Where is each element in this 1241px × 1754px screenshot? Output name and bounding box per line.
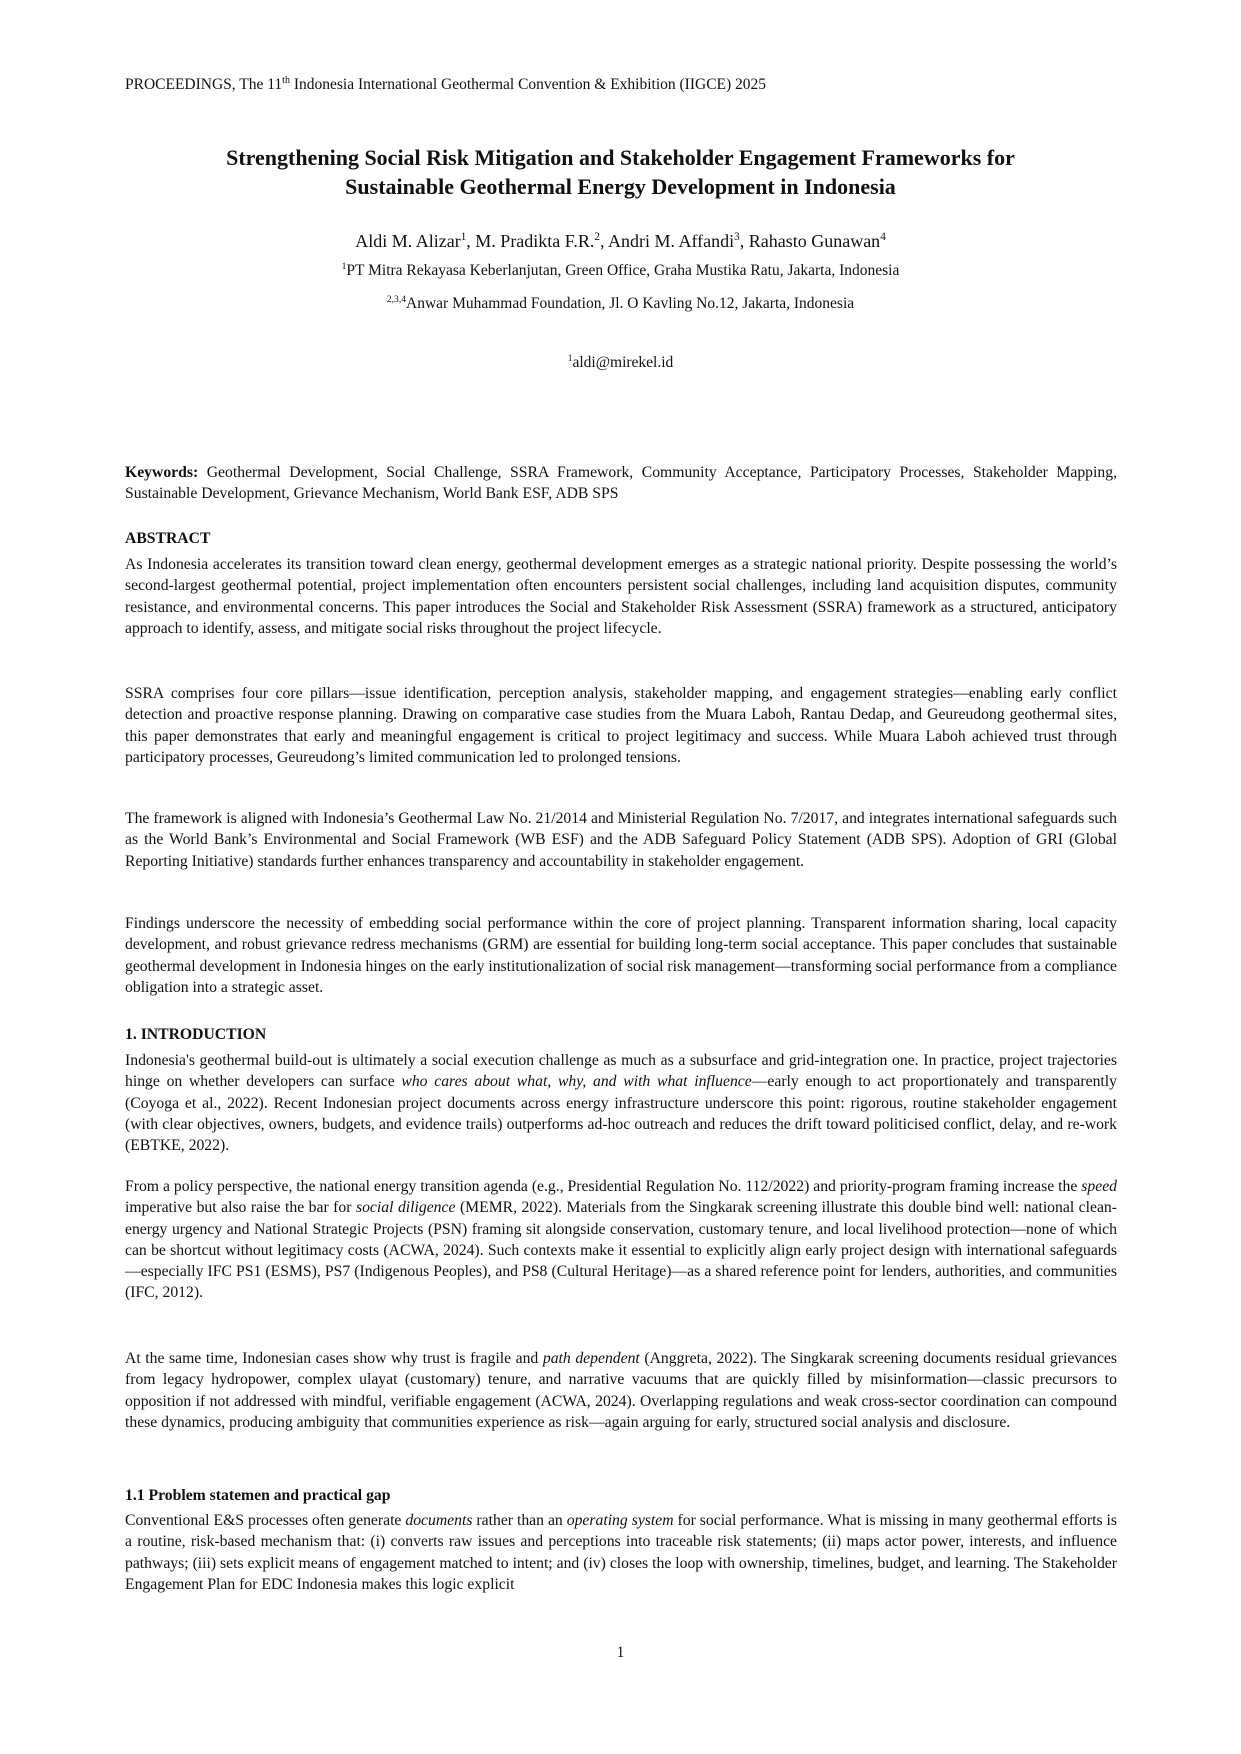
affiliation-2 — [0, 295, 1241, 313]
keywords-label: Keywords: — [125, 464, 199, 481]
email-mark: 1 — [567, 352, 573, 364]
text-run: Indonesia's geothermal build-out is ultimately a social execution challenge as much as a subsurface and grid-integration one. In practice, project trajectories hinge on whether developers can surface — [125, 1052, 1117, 1091]
emphasis-text: path dependent — [542, 1350, 640, 1367]
text-run: —early enough to act proportionately and transparently (Coyoga et al., 2022). Recent Indonesian project documents across energy infrastructure underscore this point: rigorous, routine stakeholder engagement (with clear objectives, owners, budgets, and evidence trails) outperforms ad-hoc outreach and reduces the drift toward politicised conflict, delay, and re-work (EBTKE, 2022). — [125, 1073, 1117, 1155]
abstract-heading: ABSTRACT — [125, 530, 211, 547]
subsection-paragraph-1 — [125, 1510, 1117, 1595]
paragraph-text — [125, 1050, 1117, 1156]
affiliation-mark: 2,3,4 — [386, 293, 407, 305]
author-affiliation-mark: 3 — [734, 231, 740, 243]
proceedings-header — [125, 76, 766, 94]
email-link[interactable]: aldi@mirekel.id — [572, 354, 674, 371]
emphasis-text: social diligence — [355, 1199, 456, 1217]
keywords — [125, 462, 1117, 505]
author — [608, 231, 749, 251]
header-superscript: th — [282, 74, 290, 86]
keywords-list: Geothermal Development, Social Challenge, SSRA Framework, Community Acceptance, Participatory Processes, Stakeholder Mapping, Sustainable Development, Grievance Mechanism, World Bank ESF, ADB SPS — [125, 464, 1117, 503]
header-prefix: PROCEEDINGS, The 11 — [125, 76, 283, 93]
paper-title — [0, 143, 1241, 201]
title-line-1: Strengthening Social Risk Mitigation and Stakeholder Engagement Frameworks for — [226, 145, 1015, 170]
paragraph-text: Findings underscore the necessity of embedding social performance within the core of project planning. Transparent information sharing, local capacity development, and robust grievance redress mechanisms (GRM) are essential for building long-term social acceptance. This paper concludes that sustainable geothermal development in Indonesia hinges on the early institutionalization of social risk management—transforming social performance from a compliance obligation into a strategic asset. — [125, 915, 1117, 996]
emphasis-text: documents — [405, 1512, 473, 1529]
introduction-paragraph-2 — [125, 1176, 1117, 1304]
text-run: From a policy perspective, the national energy transition agenda (e.g., Presidential Regulation No. 112/2022) and priority-program framing increase the — [125, 1178, 1082, 1195]
author-separator: , — [739, 231, 749, 251]
emphasis-text: speed — [1081, 1178, 1117, 1195]
author-name: Andri M. Affandi — [607, 231, 735, 251]
introduction-paragraph-3 — [125, 1348, 1117, 1433]
author — [355, 231, 475, 251]
title-line-2: Sustainable Geothermal Energy Development in Indonesia — [345, 174, 896, 199]
author-affiliation-mark: 4 — [880, 231, 886, 243]
text-run: for social performance. What is missing in many geothermal efforts is a routine, risk-based mechanism that: (i) converts raw issues and perceptions into traceable risk statements; (ii) maps actor power, interests, and influence pathways; (iii) sets explicit means of engagement matched to intent; and (iv) closes the loop with ownership, timelines, budget, and learning. The Stakeholder Engagement Plan for EDC Indonesia makes this logic explicit — [125, 1512, 1117, 1593]
emphasis-text: operating system — [566, 1512, 674, 1529]
affiliation-mark: 1 — [341, 260, 347, 272]
page-number: 1 — [616, 1644, 625, 1661]
author-name: Aldi M. Alizar — [355, 231, 461, 251]
corresponding-email — [0, 354, 1241, 372]
author — [475, 231, 608, 251]
author-separator: , — [599, 231, 608, 251]
text-run: (Anggreta, 2022). The Singkarak screening documents residual grievances from legacy hydropower, complex ulayat (customary) tenure, and narrative vacuums that are quickly filled by misinformation—classic precursors to opposition if not addressed with mindful, verifiable engagement (ACWA, 2024). Overlapping regulations and weak cross-sector coordination can compound these dynamics, producing ambiguity that communities experience as risk—again arguing for early, structured social analysis and disclosure. — [125, 1350, 1117, 1431]
author-name: M. Pradikta F.R. — [475, 231, 595, 251]
paragraph-text: As Indonesia accelerates its transition toward clean energy, geothermal development emerges as a strategic national priority. Despite possessing the world’s second-largest geothermal potential, project implementation often encounters persistent social challenges, including land acquisition disputes, community resistance, and environmental concerns. This paper introduces the Social and Stakeholder Risk Assessment (SSRA) framework as a structured, anticipatory approach to identify, assess, and mitigate social risks throughout the project lifecycle. — [125, 556, 1117, 637]
text-run: Conventional E&S processes often generate — [125, 1512, 406, 1529]
author-affiliation-mark: 2 — [594, 231, 600, 243]
abstract-paragraph-3 — [125, 808, 1117, 872]
text-run: rather than an — [472, 1512, 567, 1529]
paragraph-text: SSRA comprises four core pillars—issue identification, perception analysis, stakeholder mapping, and engagement strategies—enabling early conflict detection and proactive response planning. Drawing on comparative case studies from the Muara Laboh, Rantau Dedap, and Geureudong geothermal sites, this paper demonstrates that early and meaningful engagement is critical to project legitimacy and success. While Muara Laboh achieved trust through participatory processes, Geureudong’s limited communication led to prolonged tensions. — [125, 685, 1117, 766]
paragraph-text — [125, 1176, 1117, 1304]
introduction-heading: 1. INTRODUCTION — [125, 1026, 267, 1043]
subsection-heading: 1.1 Problem statemen and practical gap — [125, 1487, 391, 1504]
paragraph-text — [125, 1348, 1117, 1433]
affiliation-text: Anwar Muhammad Foundation, Jl. O Kavling No.12, Jakarta, Indonesia — [406, 295, 855, 312]
author-separator: , — [466, 231, 476, 251]
text-run: At the same time, Indonesian cases show why trust is fragile and — [125, 1350, 543, 1367]
paragraph-text — [125, 1510, 1117, 1595]
introduction-paragraph-1 — [125, 1050, 1117, 1156]
text-run: imperative but also raise the bar for — [125, 1199, 356, 1217]
affiliation-1 — [0, 262, 1241, 280]
header-suffix: Indonesia International Geothermal Convention & Exhibition (IIGCE) 2025 — [289, 76, 767, 93]
emphasis-text: who cares about what, why, and with what influence — [401, 1073, 752, 1091]
author — [749, 231, 886, 251]
abstract-paragraph-4 — [125, 913, 1117, 998]
abstract-paragraph-1 — [125, 554, 1117, 639]
author-list — [0, 231, 1241, 252]
paragraph-text: The framework is aligned with Indonesia’s Geothermal Law No. 21/2014 and Ministerial Regulation No. 7/2017, and integrates international safeguards such as the World Bank’s Environmental and Social Framework (WB ESF) and the ADB Safeguard Policy Statement (ADB SPS). Adoption of GRI (Global Reporting Initiative) standards further enhances transparency and accountability in stakeholder engagement. — [125, 810, 1117, 870]
abstract-paragraph-2 — [125, 683, 1117, 768]
affiliation-text: PT Mitra Rekayasa Keberlanjutan, Green Office, Graha Mustika Ratu, Jakarta, Indonesia — [346, 262, 900, 279]
text-run: (MEMR, 2022). Materials from the Singkarak screening illustrate this double bind well: national clean-energy urgency and National Strategic Projects (PSN) framing sit alongside conservation, customary tenure, and local livelihood protection—none of which can be shortcut without legitimacy costs (ACWA, 2024). Such contexts make it essential to explicitly align early project design with international safeguards—especially IFC PS1 (ESMS), PS7 (Indigenous Peoples), and PS8 (Cultural Heritage)—as a shared reference point for lenders, authorities, and communities (IFC, 2012). — [125, 1199, 1117, 1302]
author-name: Rahasto Gunawan — [748, 231, 881, 251]
author-affiliation-mark: 1 — [460, 231, 467, 243]
